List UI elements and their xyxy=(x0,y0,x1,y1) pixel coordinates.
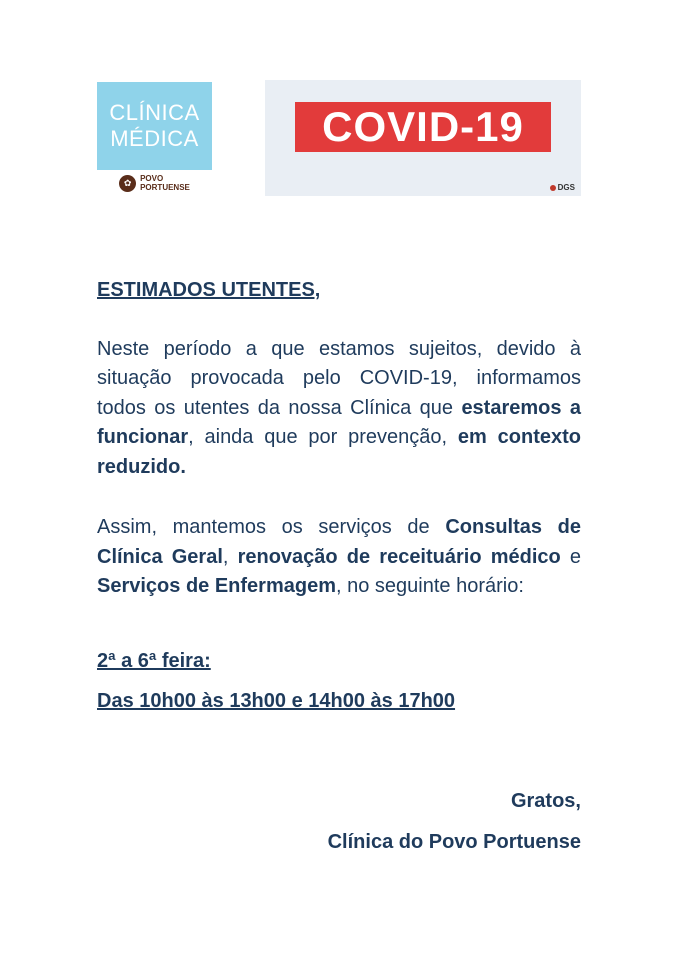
p1-bold-1: estaremos a funcionar xyxy=(97,396,581,448)
povo-portuense-icon: ✿ xyxy=(119,175,136,192)
closing-greeting: Gratos, xyxy=(510,790,581,812)
clinic-logo xyxy=(97,82,212,196)
clinic-logo-box xyxy=(97,82,212,170)
covid-image xyxy=(265,80,581,196)
p1-bold-2: em contexto reduzido. xyxy=(97,426,581,478)
clinic-logo-line2: MÉDICA xyxy=(110,126,199,151)
p2-bold-1: Consultas de Clínica Geral xyxy=(97,516,581,568)
notice-paragraph-2 xyxy=(97,513,581,602)
p2-bold-3: Serviços de Enfermagem xyxy=(97,575,336,597)
p2-text-1: Assim, mantemos os serviços de xyxy=(97,516,446,538)
clinic-logo-line1: CLÍNICA xyxy=(109,100,200,125)
schedule-hours: Das 10h00 às 13h00 e 14h00 às 17h00 xyxy=(97,690,456,712)
p2-text-4: , no seguinte horário: xyxy=(336,575,524,597)
clinic-logo-sub xyxy=(97,174,212,192)
covid-banner: COVID-19 xyxy=(295,102,551,152)
closing-signature: Clínica do Povo Portuense xyxy=(327,831,581,853)
notice-paragraph-1 xyxy=(97,335,581,483)
clinic-logo-sub-line2: PORTUENSE xyxy=(140,183,190,192)
p1-text-2: , ainda que por prevenção, xyxy=(188,426,458,448)
dgs-label: DGS xyxy=(557,183,575,192)
dgs-logo xyxy=(550,183,575,192)
p2-bold-2: renovação de receituário médico xyxy=(237,545,561,568)
p2-text-3: e xyxy=(560,545,581,568)
dgs-icon xyxy=(550,185,556,191)
notice-content xyxy=(97,276,581,728)
closing xyxy=(328,781,581,863)
clinic-logo-sub-line1: POVO xyxy=(140,174,164,183)
p2-text-2: , xyxy=(222,545,238,568)
p1-text-1: Neste período a que estamos sujeitos, devido à situação provocada pelo COVID-19, informamos todos os utentes da nossa Clínica que xyxy=(97,337,581,419)
schedule-days: 2ª a 6ª feira: xyxy=(97,649,211,672)
notice-heading: ESTIMADOS UTENTES, xyxy=(97,279,321,301)
